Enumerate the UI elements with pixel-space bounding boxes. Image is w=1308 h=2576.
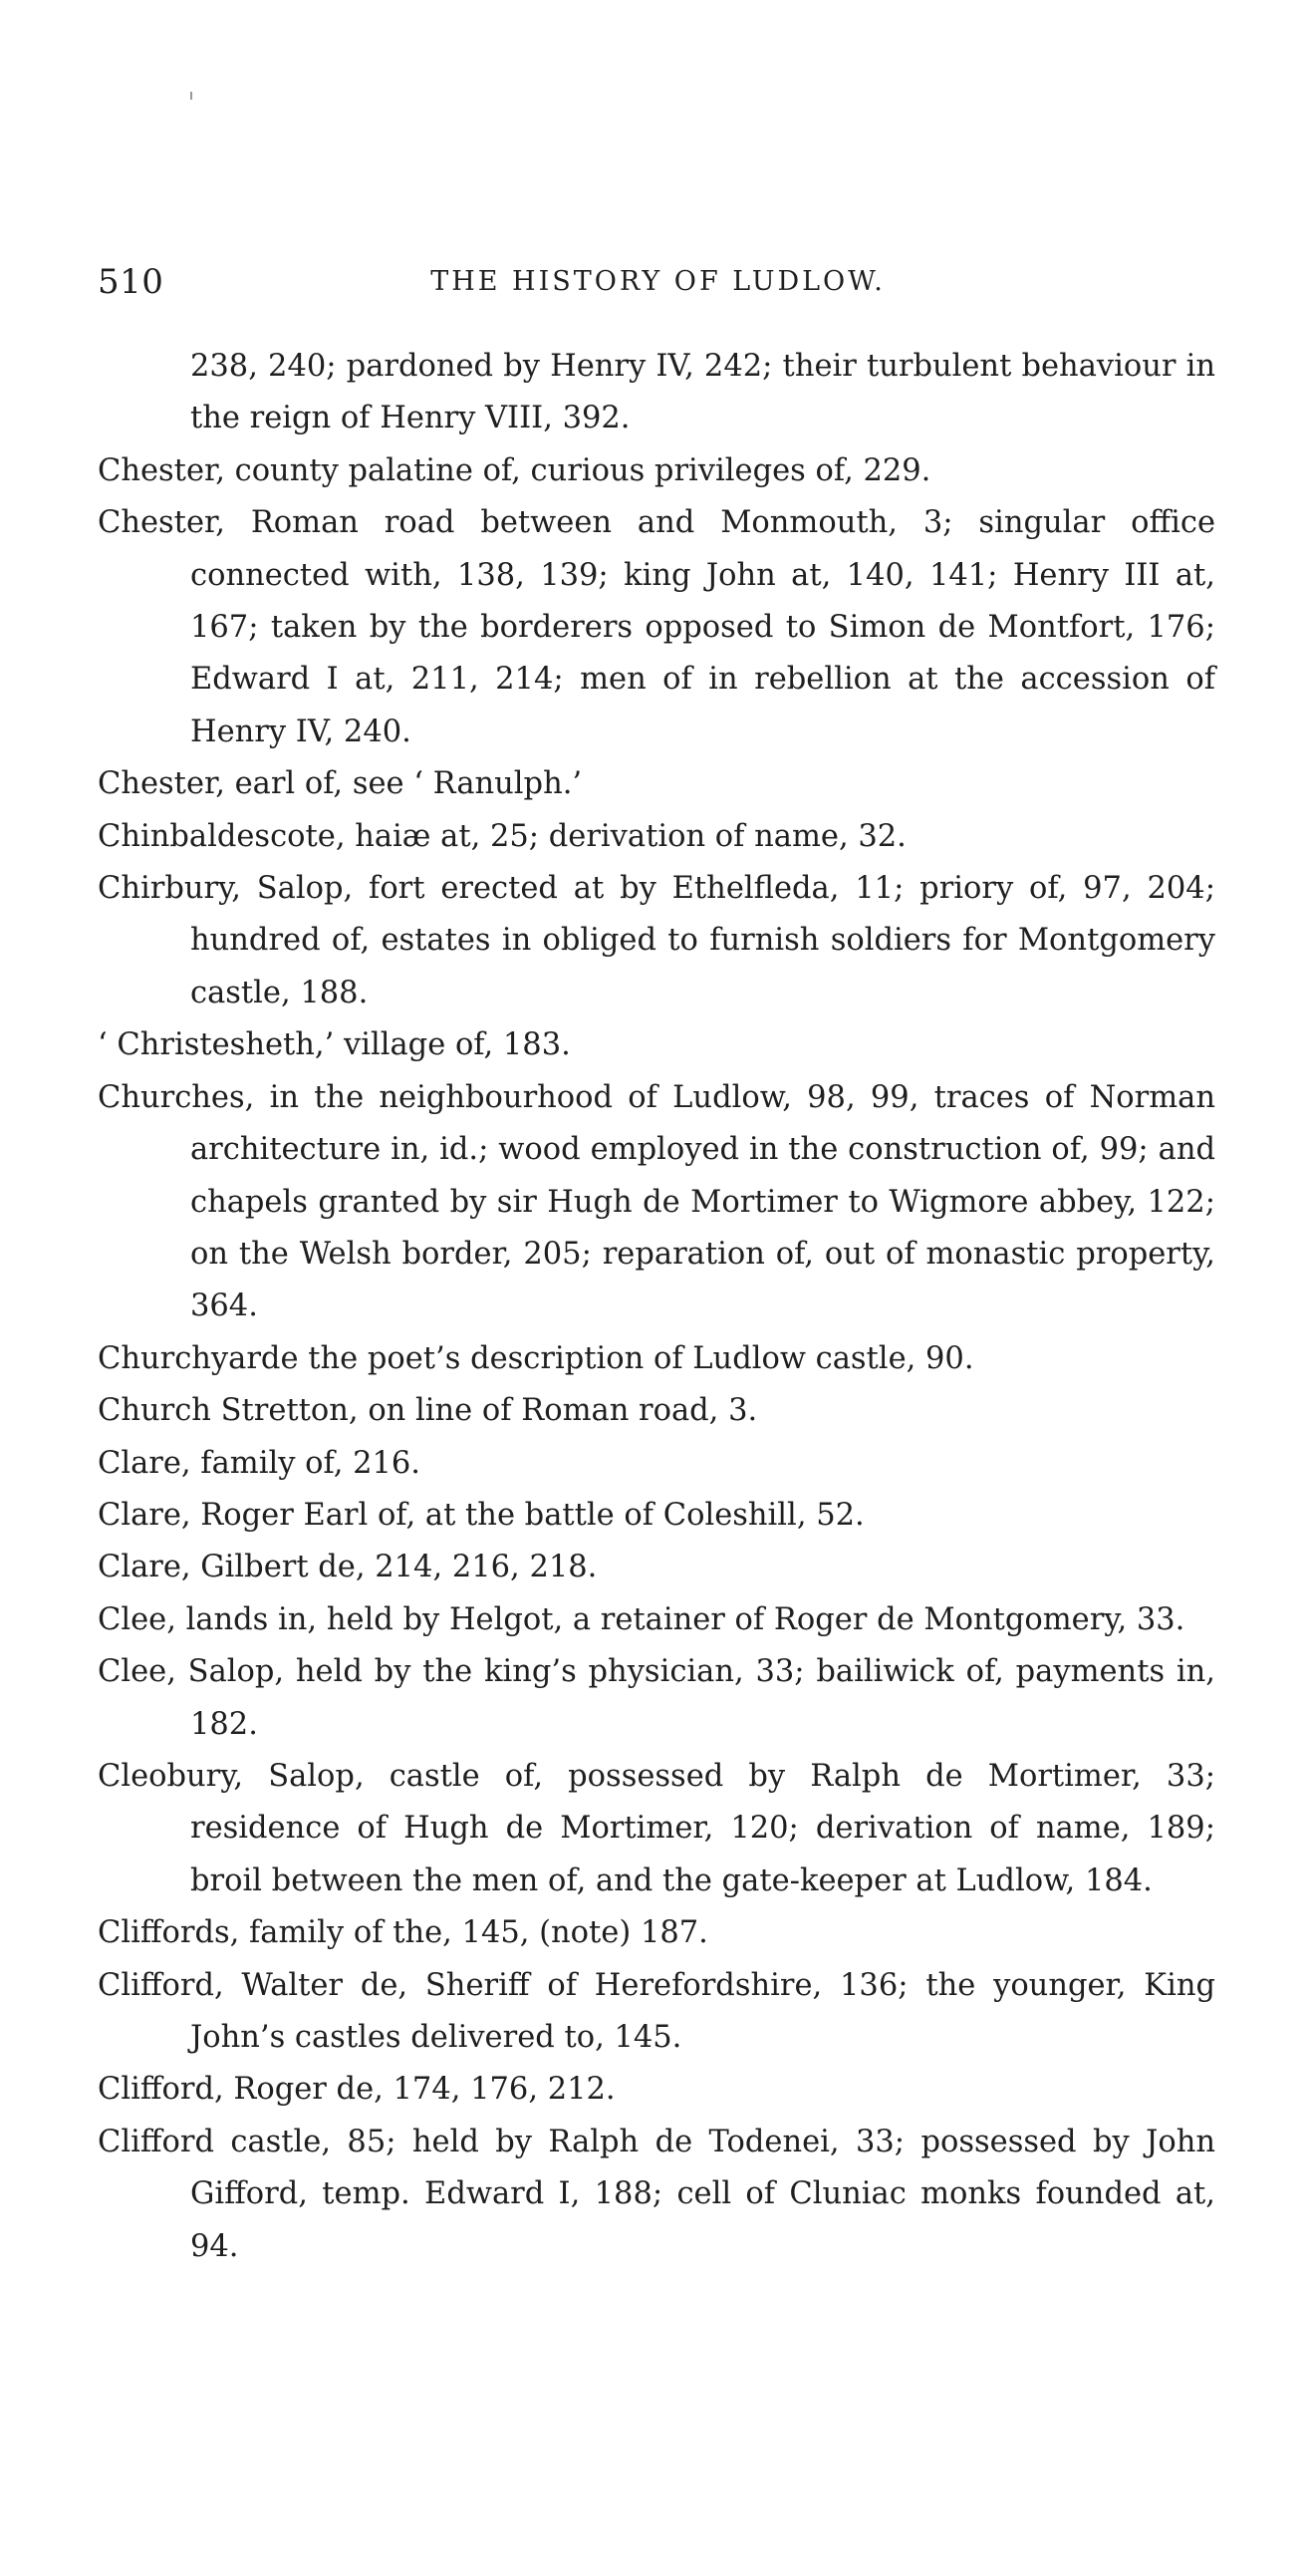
- index-entry: Clifford, Roger de, 174, 176, 212.: [98, 2072, 616, 2108]
- index-entry: Chester, earl of, see ‘ Ranulph.’: [98, 766, 583, 802]
- stray-mark: [190, 92, 192, 100]
- running-head: THE HISTORY OF LUDLOW.: [430, 266, 886, 297]
- index-entry: Clifford, Walter de, Sheriff of Herefordshire, 136; the younger, King John’s castles delivered to, 145.: [98, 1967, 1215, 2055]
- index-entry: Clare, family of, 216.: [98, 1445, 420, 1481]
- index-entry: Chester, county palatine of, curious privileges of, 229.: [98, 452, 931, 488]
- index-entry: Clare, Roger Earl of, at the battle of Coleshill, 52.: [98, 1497, 865, 1533]
- index-entry: Cliffords, family of the, 145, (note) 187.: [98, 1915, 708, 1951]
- index-entry: Clee, lands in, held by Helgot, a retainer of Roger de Montgomery, 33.: [98, 1601, 1185, 1637]
- page-number: 510: [98, 262, 164, 302]
- index-entry: Church Stretton, on line of Roman road, 3.: [98, 1393, 758, 1429]
- index-entry: Clare, Gilbert de, 214, 216, 218.: [98, 1550, 598, 1585]
- index-entry: Chester, Roman road between and Monmouth, 3; singular office connected with, 138, 139; king John at, 140, 141; Henry III at, 167; taken by the borderers opposed to Simon de Montfort, 176; Edward I at, 211, 214; men of in rebellion at the accession of Henry IV, 240.: [98, 505, 1215, 749]
- index-entry: Churchyarde the poet’s description of Ludlow castle, 90.: [98, 1340, 974, 1376]
- index-entry: Clee, Salop, held by the king’s physician, 33; bailiwick of, payments in, 182.: [98, 1654, 1215, 1742]
- index-entry: Churches, in the neighbourhood of Ludlow, 98, 99, traces of Norman architecture in, id.; wood employed in the construction of, 99; and chapels granted by sir Hugh de Mortimer to Wigmore abbey, 122; on the Welsh border, 205; reparation of, out of monastic property, 364.: [98, 1079, 1215, 1324]
- index-entry: Chirbury, Salop, fort erected at by Ethelfleda, 11; priory of, 97, 204; hundred of, estates in obliged to furnish soldiers for Montgomery castle, 188.: [98, 871, 1215, 1010]
- index-entry-continued: 238, 240; pardoned by Henry IV, 242; their turbulent behaviour in the reign of Henry VIII, 392.: [190, 349, 1215, 436]
- index-entries: [98, 341, 1215, 2273]
- page-header: [98, 262, 1218, 322]
- index-entry: ‘ Christesheth,’ village of, 183.: [98, 1027, 571, 1063]
- index-entry: Clifford castle, 85; held by Ralph de Todenei, 33; possessed by John Gifford, temp. Edward I, 188; cell of Cluniac monks founded at, 94.: [98, 2124, 1215, 2264]
- index-entry: Chinbaldescote, haiæ at, 25; derivation of name, 32.: [98, 818, 907, 854]
- index-entry: Cleobury, Salop, castle of, possessed by Ralph de Mortimer, 33; residence of Hugh de Mortimer, 120; derivation of name, 189; broil between the men of, and the gate-keeper at Ludlow, 184.: [98, 1758, 1215, 1898]
